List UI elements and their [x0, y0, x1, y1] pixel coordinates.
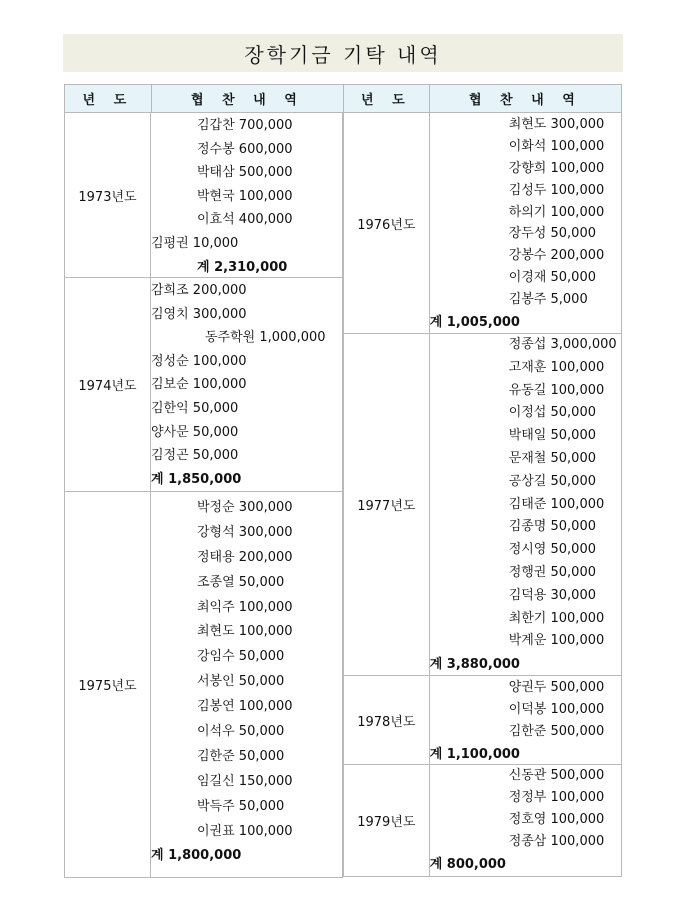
year-group [64, 278, 343, 492]
donation-item: 정행권 50,000 [508, 564, 596, 580]
donation-item: 강형석 300,000 [197, 524, 293, 540]
year-cell: 1974년도 [64, 278, 151, 491]
donation-item: 최현도 100,000 [197, 624, 293, 640]
donation-item: 하의기 100,000 [508, 204, 605, 220]
donation-item: 조종열 50,000 [197, 574, 285, 590]
year-cell: 1979년도 [343, 765, 430, 876]
donation-item: 김한익 50,000 [151, 400, 239, 416]
page-title: 장학기금 기탁 내역 [244, 42, 442, 67]
donation-item: 김성두 100,000 [508, 182, 605, 198]
year-cell: 1976년도 [343, 113, 430, 333]
donation-item: 강향희 100,000 [508, 160, 605, 176]
header-donations: 협 찬 내 역 [468, 93, 582, 108]
donation-item: 김봉주 5,000 [508, 292, 588, 308]
donation-list [430, 676, 621, 764]
year-cell: 1973년도 [64, 113, 151, 277]
donation-list [151, 113, 343, 277]
donation-item: 박득주 50,000 [197, 798, 285, 814]
table-right [343, 84, 622, 877]
year-group [343, 334, 622, 676]
year-cell: 1977년도 [343, 334, 430, 675]
group-total: 계 2,310,000 [197, 259, 288, 275]
donation-item: 이권표 100,000 [197, 823, 293, 839]
group-total: 계 3,880,000 [429, 657, 520, 673]
donation-item: 강봉수 200,000 [508, 248, 605, 264]
donation-item: 김보순 100,000 [151, 377, 247, 393]
donation-list [430, 334, 621, 675]
group-total: 계 1,800,000 [151, 848, 242, 864]
donation-item: 김정곤 50,000 [151, 448, 239, 464]
header-row-right [343, 84, 622, 113]
donation-item: 문재철 50,000 [508, 450, 596, 466]
donation-item: 최현도 300,000 [508, 117, 605, 132]
donation-item: 신동관 500,000 [508, 768, 605, 783]
donation-item: 이화석 100,000 [508, 138, 605, 154]
donation-item: 서봉인 50,000 [197, 674, 285, 690]
donation-item: 정종섭 3,000,000 [508, 337, 617, 352]
donation-item: 강임수 50,000 [197, 649, 285, 665]
donation-item: 이덕봉 100,000 [508, 702, 605, 717]
donation-item: 양권두 500,000 [508, 680, 605, 695]
donation-item: 박태삼 500,000 [197, 165, 293, 181]
year-cell: 1975년도 [64, 492, 151, 877]
donation-item: 최익주 100,000 [197, 599, 293, 615]
table-body-right [343, 113, 622, 877]
donation-item: 정정부 100,000 [508, 790, 605, 805]
group-total: 계 800,000 [429, 857, 506, 872]
donation-item: 임길신 150,000 [197, 773, 293, 789]
donation-item: 이경재 50,000 [508, 270, 596, 286]
year-cell: 1978년도 [343, 676, 430, 764]
donation-item: 이정섭 50,000 [508, 405, 596, 421]
donation-item: 최한기 100,000 [508, 610, 605, 626]
donation-item: 장두성 50,000 [508, 226, 596, 242]
donation-item: 정종삼 100,000 [508, 834, 605, 849]
donation-item: 유동길 100,000 [508, 382, 605, 398]
donation-item: 정태용 200,000 [197, 549, 293, 565]
donation-list [430, 113, 621, 333]
year-group [343, 765, 622, 877]
table-left [64, 84, 343, 878]
donation-item: 김한준 500,000 [508, 724, 605, 739]
donation-item: 김봉연 100,000 [197, 699, 293, 715]
year-group [343, 113, 622, 334]
header-row-left [64, 84, 343, 113]
donation-list [151, 492, 343, 877]
donation-item: 이효석 400,000 [197, 212, 293, 228]
donation-item: 김태준 100,000 [508, 496, 605, 512]
donation-item: 이석우 50,000 [197, 724, 285, 740]
group-total: 계 1,850,000 [151, 471, 242, 487]
donation-item: 박태일 50,000 [508, 428, 596, 444]
donation-item: 김갑찬 700,000 [197, 118, 293, 133]
donation-item: 양사문 50,000 [151, 424, 239, 440]
donation-item: 정호영 100,000 [508, 812, 605, 827]
donation-item: 정수봉 600,000 [197, 141, 293, 157]
donation-item: 김영치 300,000 [151, 306, 247, 322]
donation-item: 정시영 50,000 [508, 542, 596, 558]
year-group [343, 676, 622, 765]
donation-item: 박현국 100,000 [197, 188, 293, 204]
donation-item: 공상길 50,000 [508, 473, 596, 489]
donation-item: 박정순 300,000 [197, 500, 293, 515]
donation-item: 감희조 200,000 [151, 283, 247, 298]
donation-item: 박계운 100,000 [508, 633, 605, 649]
donation-item: 김한준 50,000 [197, 748, 285, 764]
group-total: 계 1,100,000 [429, 747, 520, 762]
donation-item: 김종명 50,000 [508, 519, 596, 535]
header-donations: 협 찬 내 역 [190, 93, 304, 108]
donation-list [430, 765, 621, 876]
donation-item: 정성순 100,000 [151, 353, 247, 369]
year-group [64, 492, 343, 878]
donation-item: 김평권 10,000 [151, 235, 239, 251]
table-body-left [64, 113, 343, 878]
header-year: 년 도 [65, 85, 152, 112]
title-bar [63, 34, 623, 72]
group-total: 계 1,005,000 [429, 315, 520, 331]
year-group [64, 113, 343, 278]
donation-item: 고재훈 100,000 [508, 359, 605, 375]
donation-item: 동주학원 1,000,000 [205, 330, 326, 346]
header-year: 년 도 [343, 85, 430, 112]
donation-item: 김덕용 30,000 [508, 587, 596, 603]
donation-list [151, 278, 343, 491]
